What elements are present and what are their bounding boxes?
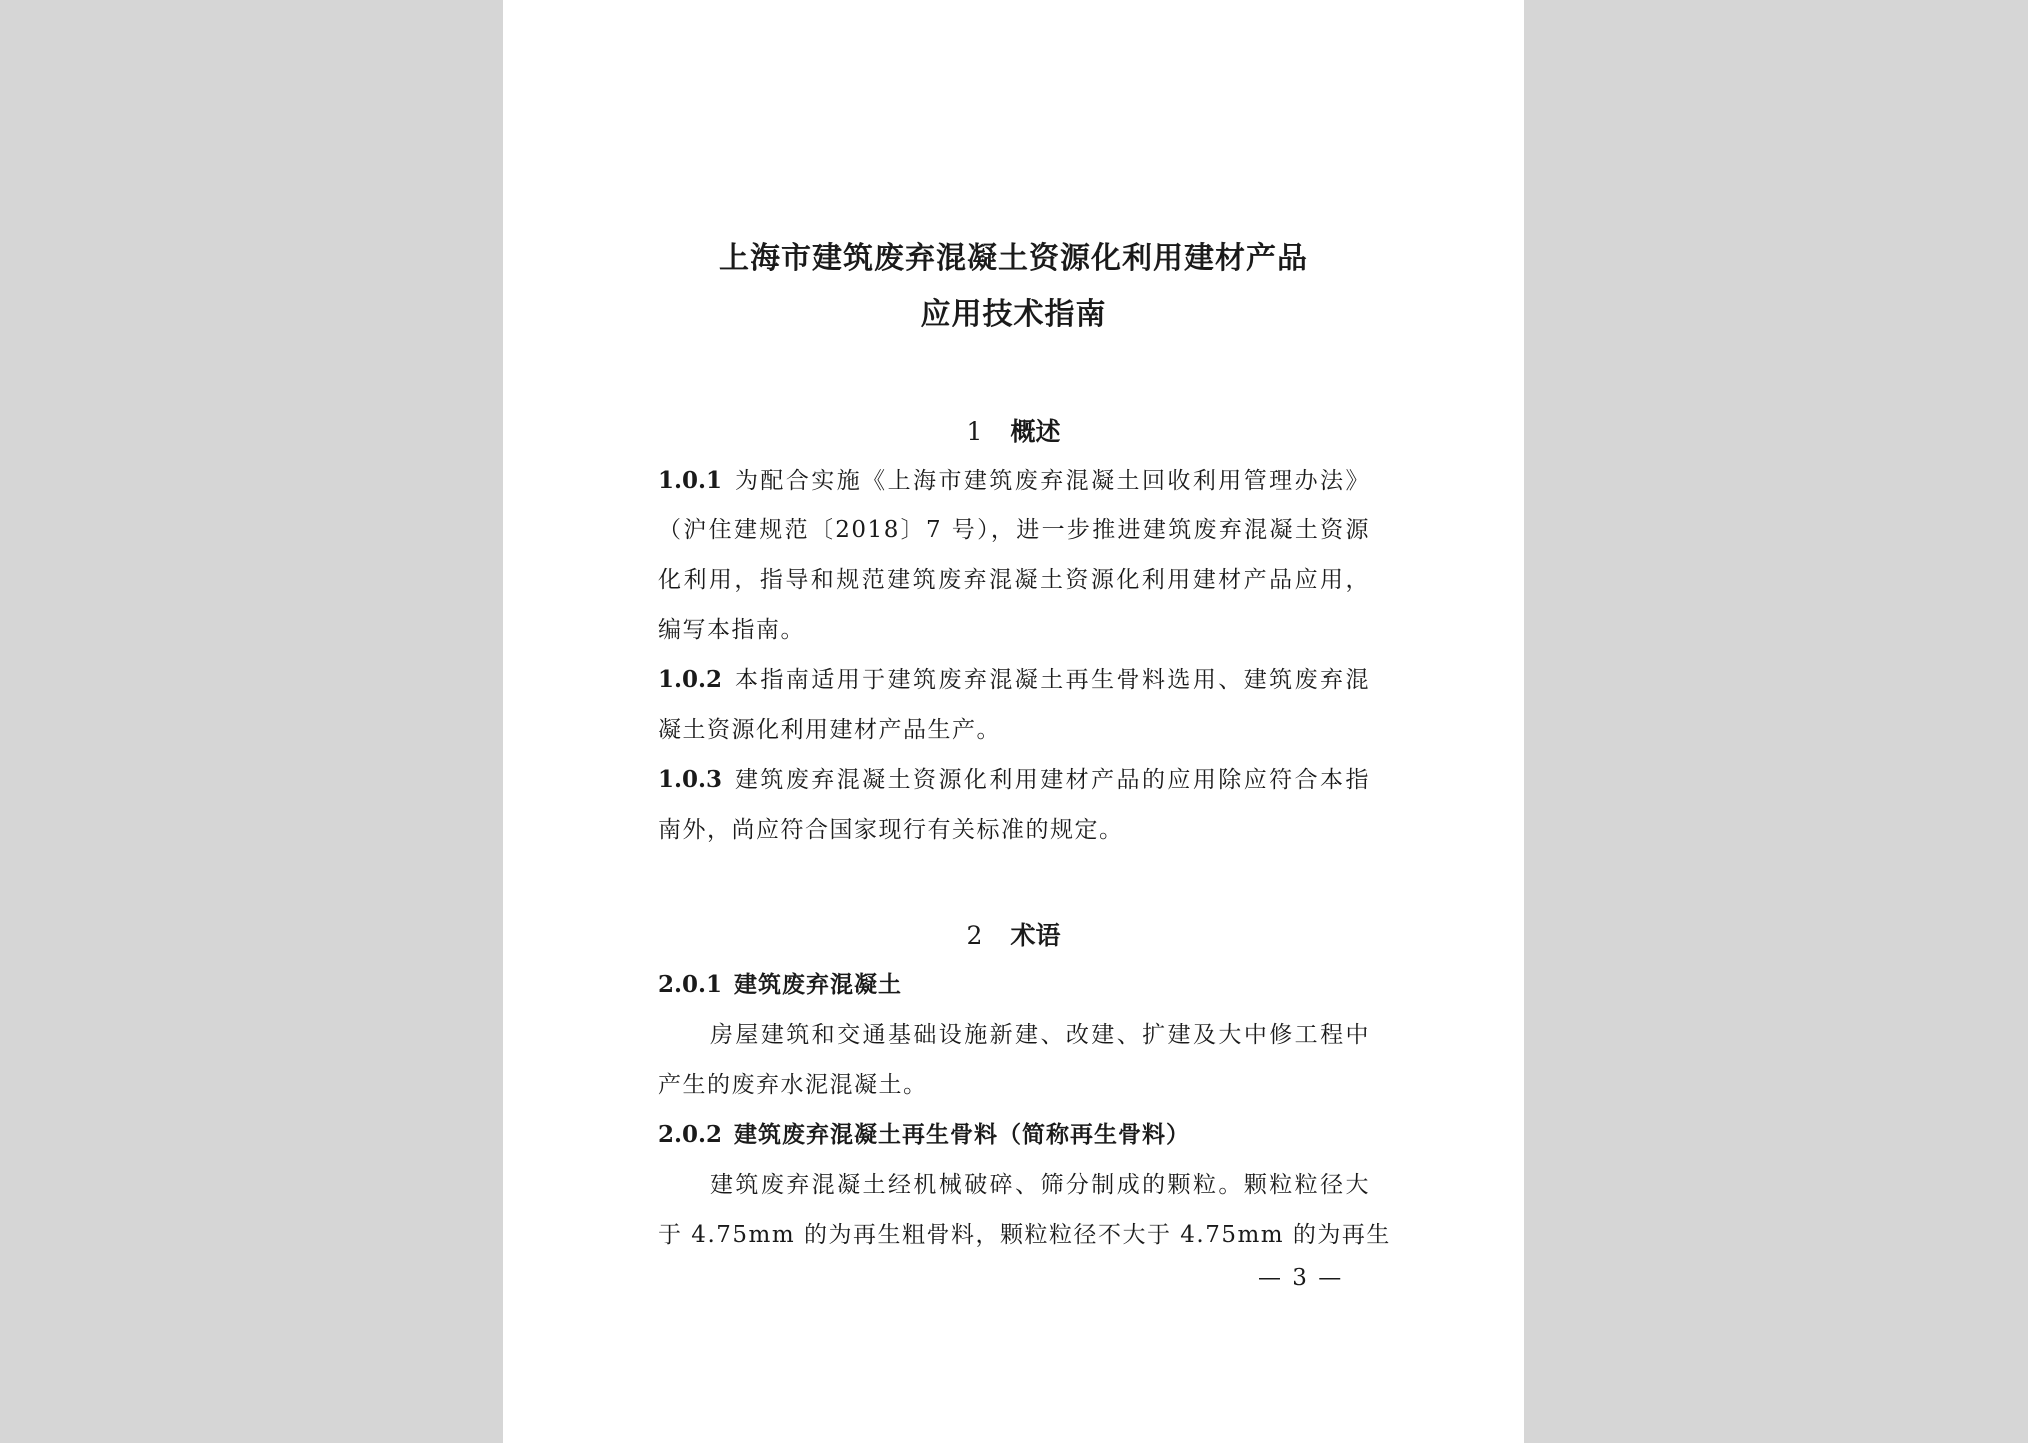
document-title-line1: 上海市建筑废弃混凝土资源化利用建材产品 xyxy=(719,241,1308,276)
clause-number: 1.0.1 xyxy=(658,467,723,494)
section1-heading xyxy=(503,412,1524,448)
term-2-0-2-heading xyxy=(658,1116,1370,1149)
section1-number: 1 xyxy=(966,417,983,446)
section1-title: 概述 xyxy=(1010,417,1061,446)
document-page xyxy=(503,0,1524,1443)
paragraph-line: （沪住建规范〔2018〕7 号），进一步推进建筑废弃混凝土资源 xyxy=(658,517,1370,543)
clause-1-0-3-line xyxy=(658,761,1370,794)
term-2-0-1-heading xyxy=(658,966,1370,999)
section2-number: 2 xyxy=(966,921,983,950)
section2-heading xyxy=(503,916,1524,952)
paragraph-line: 于 4.75mm 的为再生粗骨料，颗粒粒径不大于 4.75mm 的为再生 xyxy=(658,1222,1391,1248)
paragraph-line: 南外，尚应符合国家现行有关标准的规定。 xyxy=(658,817,1124,843)
paragraph-line: 化利用，指导和规范建筑废弃混凝土资源化利用建材产品应用， xyxy=(658,567,1370,593)
clause-1-0-2-line xyxy=(658,661,1370,694)
term-number: 2.0.1 xyxy=(658,971,723,998)
clause-1-0-1-line xyxy=(658,462,1370,495)
term-number: 2.0.2 xyxy=(658,1121,723,1148)
paragraph-line: 产生的废弃水泥混凝土。 xyxy=(658,1072,928,1098)
term-name: 建筑废弃混凝土 xyxy=(734,971,903,998)
clause-text: 本指南适用于建筑废弃混凝土再生骨料选用、建筑废弃混 xyxy=(734,667,1370,693)
paragraph-line: 房屋建筑和交通基础设施新建、改建、扩建及大中修工程中 xyxy=(710,1022,1370,1048)
paragraph-line: 凝土资源化利用建材产品生产。 xyxy=(658,717,1001,743)
section2-title: 术语 xyxy=(1010,921,1061,950)
clause-number: 1.0.2 xyxy=(658,666,723,693)
paragraph-line: 编写本指南。 xyxy=(658,617,805,643)
document-title-line2: 应用技术指南 xyxy=(920,297,1107,332)
paragraph-line: 建筑废弃混凝土经机械破碎、筛分制成的颗粒。颗粒粒径大 xyxy=(710,1172,1370,1198)
page-number: — 3 — xyxy=(1258,1265,1344,1291)
term-name: 建筑废弃混凝土再生骨料（简称再生骨料） xyxy=(734,1121,1191,1148)
clause-text: 建筑废弃混凝土资源化利用建材产品的应用除应符合本指 xyxy=(734,767,1370,793)
clause-text: 为配合实施《上海市建筑废弃混凝土回收利用管理办法》 xyxy=(734,468,1370,494)
clause-number: 1.0.3 xyxy=(658,766,723,793)
